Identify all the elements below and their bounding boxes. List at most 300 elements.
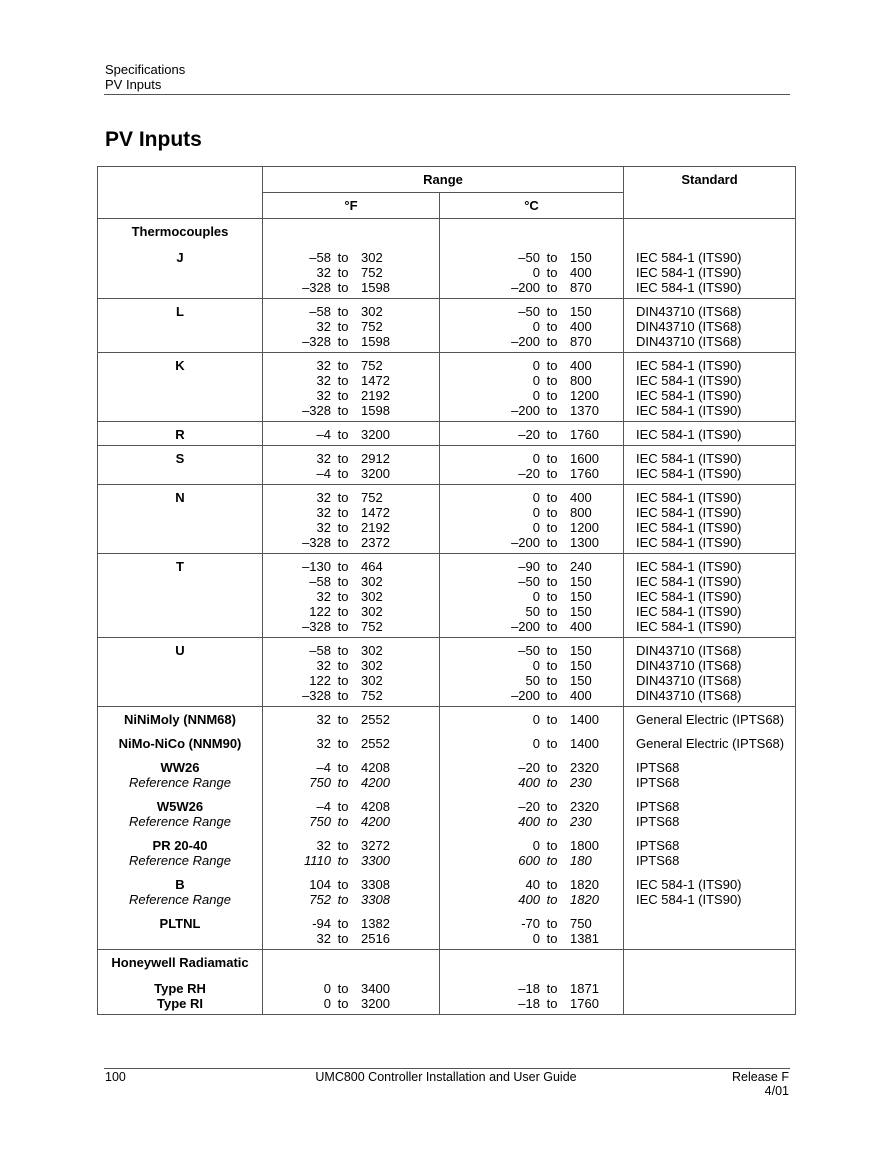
sensor-name: Type RH	[154, 981, 206, 996]
range-to: to	[337, 712, 349, 727]
range-to: to	[337, 334, 349, 349]
range-to: to	[546, 388, 558, 403]
range-high: 302	[361, 304, 383, 319]
range-high: 150	[570, 574, 592, 589]
release-label: Release F	[732, 1070, 789, 1084]
range-to: to	[337, 559, 349, 574]
standard-value: IPTS68	[636, 853, 680, 868]
range-high: 2192	[361, 388, 390, 403]
celsius-range-cell	[440, 871, 624, 910]
fahrenheit-range-cell	[263, 871, 440, 910]
range-to: to	[546, 814, 558, 829]
range-to: to	[546, 916, 558, 931]
range-low: –328	[302, 688, 331, 703]
range-high: 3308	[361, 877, 390, 892]
celsius-range	[463, 490, 623, 550]
standard-value: General Electric (IPTS68)	[636, 736, 785, 751]
celsius-range	[463, 712, 623, 727]
range-high: 400	[570, 265, 592, 280]
range-to: to	[337, 760, 349, 775]
range-low: 32	[316, 490, 331, 505]
standard-value: IEC 584-1 (ITS90)	[636, 388, 742, 403]
range-to: to	[546, 304, 558, 319]
range-high: 1760	[570, 427, 599, 442]
range-high: 302	[361, 658, 383, 673]
range-high: 752	[361, 619, 383, 634]
range-low: –20	[518, 760, 540, 775]
sensor-name: PLTNL	[159, 916, 201, 931]
standard-cell	[624, 754, 796, 793]
fahrenheit-range-cell	[263, 638, 440, 707]
fahrenheit-range-cell	[263, 244, 440, 299]
range-low: –58	[309, 574, 331, 589]
sensor-name-cell	[98, 975, 263, 1015]
sensor-name: NiMo-NiCo (NNM90)	[118, 736, 242, 751]
fahrenheit-range	[263, 981, 439, 1011]
standard-value: IEC 584-1 (ITS90)	[636, 466, 742, 481]
section-row	[98, 219, 796, 245]
release-info	[732, 1070, 789, 1098]
range-high: 752	[361, 265, 383, 280]
range-low: 50	[525, 673, 540, 688]
standard-cell	[624, 871, 796, 910]
range-low: –20	[518, 466, 540, 481]
range-high: 230	[570, 814, 592, 829]
celsius-range	[463, 304, 623, 349]
range-low: 32	[316, 451, 331, 466]
standard-value: IEC 584-1 (ITS90)	[636, 250, 742, 265]
range-to: to	[337, 520, 349, 535]
range-to: to	[337, 931, 349, 946]
standard-cell	[624, 219, 796, 245]
range-low: 32	[316, 712, 331, 727]
range-low: 0	[532, 931, 540, 946]
table-row	[98, 832, 796, 871]
standard-value: IPTS68	[636, 814, 680, 829]
sensor-name-cell	[98, 832, 263, 871]
range-high: 870	[570, 280, 592, 295]
fahrenheit-range	[263, 427, 439, 442]
range-low: 0	[532, 451, 540, 466]
standard-value: IPTS68	[636, 838, 680, 853]
celsius-range-cell	[440, 353, 624, 422]
sensor-name-2: Type RI	[157, 996, 203, 1011]
table-row	[98, 975, 796, 1015]
range-high: 3200	[361, 996, 390, 1011]
celsius-range-cell	[440, 485, 624, 554]
range-high: 302	[361, 643, 383, 658]
range-high: 1598	[361, 334, 390, 349]
standard-cell	[624, 299, 796, 353]
fahrenheit-range-cell	[263, 910, 440, 950]
range-low: –20	[518, 427, 540, 442]
celsius-range-cell	[440, 707, 624, 731]
range-low: –200	[511, 280, 540, 295]
range-to: to	[546, 643, 558, 658]
standard-header: Standard	[624, 167, 796, 193]
standard-value: DIN43710 (ITS68)	[636, 304, 742, 319]
range-low: 32	[316, 589, 331, 604]
fahrenheit-range	[263, 559, 439, 634]
range-low: –58	[309, 304, 331, 319]
standard-value: IEC 584-1 (ITS90)	[636, 490, 742, 505]
range-to: to	[546, 403, 558, 418]
range-to: to	[546, 853, 558, 868]
range-high: 752	[361, 319, 383, 334]
celsius-range-cell	[440, 422, 624, 446]
range-high: 1200	[570, 520, 599, 535]
range-to: to	[337, 574, 349, 589]
range-to: to	[546, 574, 558, 589]
fahrenheit-range	[263, 916, 439, 946]
range-low: 0	[532, 265, 540, 280]
range-to: to	[546, 559, 558, 574]
range-high: 4200	[361, 775, 390, 790]
standard-value: IEC 584-1 (ITS90)	[636, 280, 742, 295]
sensor-name-cell	[98, 446, 263, 485]
fahrenheit-range	[263, 736, 439, 751]
standard-value: DIN43710 (ITS68)	[636, 643, 742, 658]
reference-range-label: Reference Range	[129, 775, 231, 790]
range-to: to	[546, 358, 558, 373]
range-low: 0	[532, 358, 540, 373]
range-high: 2552	[361, 712, 390, 727]
standard-value: IEC 584-1 (ITS90)	[636, 520, 742, 535]
range-low: 0	[532, 505, 540, 520]
fahrenheit-range-cell	[263, 975, 440, 1015]
table-row	[98, 422, 796, 446]
standard-cell	[624, 554, 796, 638]
table-row	[98, 638, 796, 707]
range-to: to	[546, 619, 558, 634]
standard-cell	[624, 422, 796, 446]
standard-cell	[624, 244, 796, 299]
sensor-name-cell	[98, 910, 263, 950]
sensor-name: B	[175, 877, 185, 892]
range-to: to	[337, 619, 349, 634]
standard-value: IEC 584-1 (ITS90)	[636, 358, 742, 373]
standard-value: IPTS68	[636, 775, 680, 790]
fahrenheit-range	[263, 877, 439, 907]
range-to: to	[546, 451, 558, 466]
range-low: 400	[518, 814, 540, 829]
sensor-name: NiNiMoly (NNM68)	[124, 712, 236, 727]
page-title: PV Inputs	[105, 128, 202, 151]
celsius-range-cell	[440, 910, 624, 950]
range-to: to	[337, 373, 349, 388]
range-low: 32	[316, 931, 331, 946]
range-high: 752	[361, 688, 383, 703]
celsius-range-cell	[440, 950, 624, 976]
range-high: 240	[570, 559, 592, 574]
fahrenheit-range-cell	[263, 793, 440, 832]
standard-value: IEC 584-1 (ITS90)	[636, 535, 742, 550]
sensor-name: N	[175, 490, 185, 505]
range-to: to	[546, 838, 558, 853]
footer-rule	[104, 1068, 790, 1069]
standard-value: IEC 584-1 (ITS90)	[636, 574, 742, 589]
range-high: 1820	[570, 892, 599, 907]
fahrenheit-range-cell	[263, 730, 440, 754]
range-to: to	[546, 673, 558, 688]
range-high: 2320	[570, 799, 599, 814]
range-low: -94	[312, 916, 331, 931]
range-high: 800	[570, 505, 592, 520]
range-to: to	[337, 358, 349, 373]
range-to: to	[546, 775, 558, 790]
celsius-range-cell	[440, 832, 624, 871]
celsius-range-cell	[440, 219, 624, 245]
range-high: 1760	[570, 996, 599, 1011]
sensor-name-cell	[98, 219, 263, 245]
range-high: 3300	[361, 853, 390, 868]
range-low: 32	[316, 388, 331, 403]
range-high: 4200	[361, 814, 390, 829]
sensor-name-cell	[98, 554, 263, 638]
range-to: to	[337, 403, 349, 418]
range-low: 0	[532, 373, 540, 388]
standard-value: IEC 584-1 (ITS90)	[636, 892, 742, 907]
range-low: –58	[309, 643, 331, 658]
range-high: 800	[570, 373, 592, 388]
range-to: to	[546, 589, 558, 604]
celsius-range-cell	[440, 446, 624, 485]
range-high: 3400	[361, 981, 390, 996]
range-low: 122	[309, 673, 331, 688]
celsius-range	[463, 760, 623, 790]
range-low: 0	[532, 490, 540, 505]
range-high: 302	[361, 589, 383, 604]
range-high: 3200	[361, 466, 390, 481]
range-to: to	[546, 877, 558, 892]
celsius-range	[463, 877, 623, 907]
range-low: –58	[309, 250, 331, 265]
range-high: 230	[570, 775, 592, 790]
range-high: 1472	[361, 505, 390, 520]
range-to: to	[337, 688, 349, 703]
fahrenheit-range-cell	[263, 832, 440, 871]
standard-cell	[624, 638, 796, 707]
range-to: to	[546, 334, 558, 349]
standard-cell	[624, 910, 796, 950]
header-rule	[104, 94, 790, 95]
range-to: to	[337, 604, 349, 619]
sensor-name-cell	[98, 730, 263, 754]
section-label: Honeywell Radiamatic	[111, 955, 249, 970]
celsius-range-cell	[440, 299, 624, 353]
range-high: 1800	[570, 838, 599, 853]
range-to: to	[546, 280, 558, 295]
range-to: to	[337, 736, 349, 751]
range-high: 302	[361, 673, 383, 688]
range-low: –90	[518, 559, 540, 574]
range-high: 180	[570, 853, 592, 868]
release-date: 4/01	[764, 1084, 789, 1098]
range-low: 0	[532, 589, 540, 604]
range-to: to	[337, 304, 349, 319]
range-to: to	[337, 981, 349, 996]
standard-value: DIN43710 (ITS68)	[636, 673, 742, 688]
range-low: 400	[518, 892, 540, 907]
range-to: to	[546, 760, 558, 775]
fahrenheit-range	[263, 760, 439, 790]
table-row	[98, 910, 796, 950]
range-to: to	[546, 427, 558, 442]
celsius-header: °C	[440, 193, 624, 219]
range-high: 1381	[570, 931, 599, 946]
range-to: to	[337, 892, 349, 907]
range-low: 32	[316, 265, 331, 280]
standard-header-blank	[624, 193, 796, 219]
standard-value: IEC 584-1 (ITS90)	[636, 604, 742, 619]
range-low: 0	[532, 658, 540, 673]
range-to: to	[337, 853, 349, 868]
range-high: 302	[361, 250, 383, 265]
range-to: to	[337, 490, 349, 505]
range-low: 32	[316, 358, 331, 373]
range-low: 0	[532, 520, 540, 535]
range-high: 1370	[570, 403, 599, 418]
table-row	[98, 707, 796, 731]
standard-value: IEC 584-1 (ITS90)	[636, 619, 742, 634]
range-high: 400	[570, 619, 592, 634]
range-to: to	[546, 505, 558, 520]
range-low: –328	[302, 535, 331, 550]
sensor-name-cell	[98, 638, 263, 707]
range-low: 0	[532, 712, 540, 727]
range-to: to	[337, 996, 349, 1011]
sensor-name: T	[176, 559, 184, 574]
header-subsection: PV Inputs	[105, 77, 162, 92]
reference-range-label: Reference Range	[129, 853, 231, 868]
standard-value: IEC 584-1 (ITS90)	[636, 451, 742, 466]
range-low: 0	[323, 996, 331, 1011]
fahrenheit-range	[263, 490, 439, 550]
table-row	[98, 353, 796, 422]
range-low: –328	[302, 619, 331, 634]
celsius-range-cell	[440, 554, 624, 638]
sensor-name: W5W26	[156, 799, 204, 814]
standard-value: IEC 584-1 (ITS90)	[636, 427, 742, 442]
range-low: –130	[302, 559, 331, 574]
range-to: to	[337, 427, 349, 442]
range-low: 750	[309, 814, 331, 829]
range-high: 2372	[361, 535, 390, 550]
celsius-range-cell	[440, 975, 624, 1015]
table-row	[98, 793, 796, 832]
range-to: to	[546, 712, 558, 727]
standard-cell	[624, 793, 796, 832]
celsius-range	[463, 559, 623, 634]
range-to: to	[546, 604, 558, 619]
range-to: to	[546, 373, 558, 388]
celsius-range	[463, 916, 623, 946]
range-high: 464	[361, 559, 383, 574]
standard-value: IEC 584-1 (ITS90)	[636, 877, 742, 892]
range-to: to	[337, 388, 349, 403]
standard-value: IEC 584-1 (ITS90)	[636, 265, 742, 280]
range-high: 3308	[361, 892, 390, 907]
table-row	[98, 754, 796, 793]
celsius-range	[463, 250, 623, 295]
standard-value: IEC 584-1 (ITS90)	[636, 559, 742, 574]
celsius-range	[463, 358, 623, 418]
range-high: 1598	[361, 280, 390, 295]
range-to: to	[546, 265, 558, 280]
range-high: 1760	[570, 466, 599, 481]
sensor-name-cell	[98, 707, 263, 731]
celsius-range	[463, 799, 623, 829]
fahrenheit-range-cell	[263, 422, 440, 446]
range-low: –50	[518, 574, 540, 589]
range-low: 32	[316, 505, 331, 520]
celsius-range	[463, 427, 623, 442]
range-high: 1400	[570, 712, 599, 727]
fahrenheit-range-cell	[263, 299, 440, 353]
range-high: 752	[361, 358, 383, 373]
fahrenheit-header: °F	[263, 193, 440, 219]
range-high: 150	[570, 643, 592, 658]
range-low: 32	[316, 658, 331, 673]
range-low: –4	[316, 427, 331, 442]
table-row	[98, 244, 796, 299]
range-low: 0	[532, 319, 540, 334]
range-high: 2320	[570, 760, 599, 775]
section-label: Thermocouples	[131, 224, 229, 239]
standard-cell	[624, 730, 796, 754]
range-to: to	[546, 535, 558, 550]
range-high: 4208	[361, 760, 390, 775]
range-to: to	[337, 658, 349, 673]
range-low: –18	[518, 981, 540, 996]
range-high: 1871	[570, 981, 599, 996]
range-to: to	[546, 996, 558, 1011]
range-low: 752	[309, 892, 331, 907]
range-to: to	[546, 319, 558, 334]
sensor-name: WW26	[160, 760, 200, 775]
range-low: –200	[511, 619, 540, 634]
fahrenheit-range	[263, 838, 439, 868]
range-high: 302	[361, 574, 383, 589]
fahrenheit-range	[263, 451, 439, 481]
fahrenheit-range-cell	[263, 219, 440, 245]
reference-range-label: Reference Range	[129, 814, 231, 829]
range-high: 752	[361, 490, 383, 505]
celsius-range-cell	[440, 638, 624, 707]
range-low: -70	[521, 916, 540, 931]
range-high: 150	[570, 658, 592, 673]
range-to: to	[546, 981, 558, 996]
fahrenheit-range-cell	[263, 707, 440, 731]
range-to: to	[337, 280, 349, 295]
range-low: –328	[302, 334, 331, 349]
range-to: to	[546, 490, 558, 505]
standard-value: IEC 584-1 (ITS90)	[636, 505, 742, 520]
standard-cell	[624, 485, 796, 554]
celsius-range	[463, 838, 623, 868]
range-to: to	[337, 319, 349, 334]
range-high: 4208	[361, 799, 390, 814]
sensor-name-cell	[98, 299, 263, 353]
range-high: 3200	[361, 427, 390, 442]
range-low: 1110	[304, 853, 331, 868]
fahrenheit-range	[263, 799, 439, 829]
sensor-name-cell	[98, 754, 263, 793]
range-to: to	[337, 505, 349, 520]
range-to: to	[546, 466, 558, 481]
range-low: 600	[518, 853, 540, 868]
fahrenheit-range-cell	[263, 353, 440, 422]
